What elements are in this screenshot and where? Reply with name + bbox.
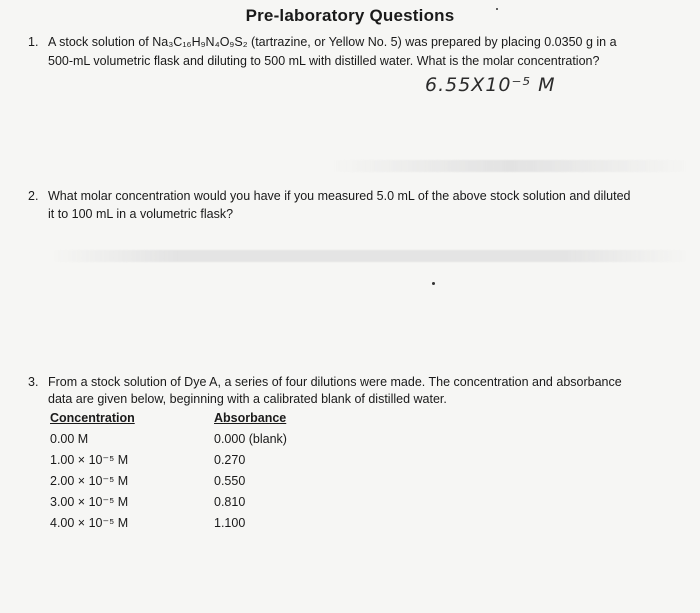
stray-mark [496,8,498,10]
question-3-number: 3. [28,375,39,389]
absorbance-cell: 0.000 (blank) [214,432,287,446]
concentration-header: Concentration [50,411,135,425]
concentration-cell: 4.00 × 10⁻⁵ M [50,516,129,530]
bleed-through-shadow-2 [50,250,690,262]
page-title: Pre-laboratory Questions [245,6,455,25]
stray-mark [432,282,435,285]
handwritten-answer-1: 6.55X10⁻⁵ M [425,74,556,96]
question-2-line-1: What molar concentration would you have if you measured 5.0 mL of the above stock solution and diluted [48,189,631,203]
concentration-cell: 0.00 M [50,432,89,446]
concentration-cell: 3.00 × 10⁻⁵ M [50,495,129,509]
concentration-column [50,411,200,534]
absorbance-cell: 0.270 [214,453,246,467]
question-1-number: 1. [28,35,39,49]
question-1-line-2: 500-mL volumetric flask and diluting to 500 mL with distilled water. What is the molar concentration? [48,54,600,68]
bleed-through-shadow-1 [330,160,690,172]
question-2-number: 2. [28,189,39,203]
question-3-line-1: From a stock solution of Dye A, a series of four dilutions were made. The concentration and absorbance [48,375,622,389]
absorbance-header: Absorbance [214,411,287,425]
question-1-line-1: A stock solution of Na₃C₁₆H₉N₄O₉S₂ (tartrazine, or Yellow No. 5) was prepared by placing 0.0350 g in a [48,35,617,49]
absorbance-column [214,411,364,534]
question-3-line-2: data are given below, beginning with a calibrated blank of distilled water. [48,392,447,406]
absorbance-cell: 0.810 [214,495,246,509]
concentration-cell: 1.00 × 10⁻⁵ M [50,453,129,467]
question-2-line-2: it to 100 mL in a volumetric flask? [48,207,234,221]
absorbance-cell: 0.550 [214,474,246,488]
concentration-cell: 2.00 × 10⁻⁵ M [50,474,129,488]
absorbance-cell: 1.100 [214,516,246,530]
